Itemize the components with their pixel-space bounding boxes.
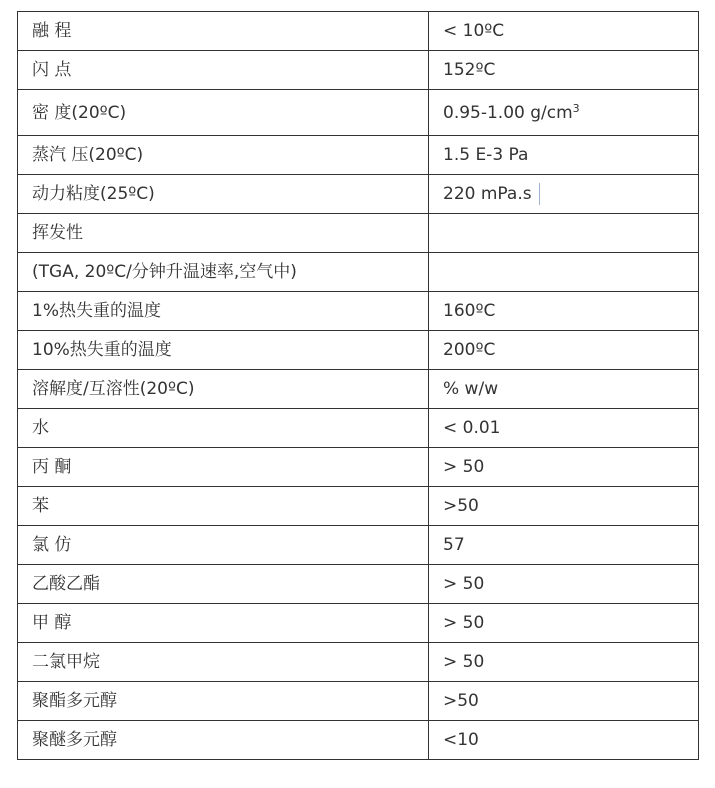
table-row	[18, 604, 699, 643]
property-cell: (TGA, 20ºC/分钟升温速率,空气中)	[18, 253, 429, 292]
table-row	[18, 292, 699, 331]
value-cell	[429, 214, 699, 253]
property-cell: 苯	[18, 487, 429, 526]
text-cursor	[539, 183, 540, 205]
property-cell: 水	[18, 409, 429, 448]
property-cell: 密 度(20ºC)	[18, 90, 429, 136]
value-cell: > 50	[429, 565, 699, 604]
table-row	[18, 643, 699, 682]
value-cell	[429, 90, 699, 136]
table-row	[18, 526, 699, 565]
value-cell: >50	[429, 682, 699, 721]
property-cell: 融 程	[18, 12, 429, 51]
value-cell: 200ºC	[429, 331, 699, 370]
property-cell: 溶解度/互溶性(20ºC)	[18, 370, 429, 409]
property-cell: 甲 醇	[18, 604, 429, 643]
value-cell: 152ºC	[429, 51, 699, 90]
properties-table-body	[18, 12, 699, 760]
value-cell	[429, 253, 699, 292]
table-row	[18, 136, 699, 175]
value-cell: 160ºC	[429, 292, 699, 331]
table-row	[18, 565, 699, 604]
value-cell: > 50	[429, 448, 699, 487]
table-row	[18, 51, 699, 90]
value-cell: < 10ºC	[429, 12, 699, 51]
property-cell: 丙 酮	[18, 448, 429, 487]
property-cell: 二氯甲烷	[18, 643, 429, 682]
value-cell[interactable]	[429, 175, 699, 214]
property-cell: 1%热失重的温度	[18, 292, 429, 331]
property-cell: 乙酸乙酯	[18, 565, 429, 604]
table-row	[18, 253, 699, 292]
property-cell: 氯 仿	[18, 526, 429, 565]
table-row	[18, 214, 699, 253]
value-cell: 1.5 E-3 Pa	[429, 136, 699, 175]
value-cell: > 50	[429, 604, 699, 643]
property-cell: 闪 点	[18, 51, 429, 90]
value-cell: <10	[429, 721, 699, 760]
properties-table	[17, 11, 699, 760]
property-cell: 蒸汽 压(20ºC)	[18, 136, 429, 175]
table-row	[18, 175, 699, 214]
property-cell: 挥发性	[18, 214, 429, 253]
property-cell: 10%热失重的温度	[18, 331, 429, 370]
table-row	[18, 370, 699, 409]
table-row	[18, 487, 699, 526]
value-cell: % w/w	[429, 370, 699, 409]
property-cell: 聚醚多元醇	[18, 721, 429, 760]
property-cell: 动力粘度(25ºC)	[18, 175, 429, 214]
value-cell: < 0.01	[429, 409, 699, 448]
table-row	[18, 409, 699, 448]
table-row	[18, 331, 699, 370]
table-row	[18, 90, 699, 136]
table-row	[18, 12, 699, 51]
table-row	[18, 448, 699, 487]
value-cell: >50	[429, 487, 699, 526]
value-text: 220 mPa.s	[443, 184, 532, 204]
property-cell: 聚酯多元醇	[18, 682, 429, 721]
value-text: 0.95-1.00 g/cm	[443, 102, 573, 123]
value-cell: 57	[429, 526, 699, 565]
value-cell: > 50	[429, 643, 699, 682]
value-superscript: 3	[572, 101, 580, 115]
table-row	[18, 682, 699, 721]
table-row	[18, 721, 699, 760]
